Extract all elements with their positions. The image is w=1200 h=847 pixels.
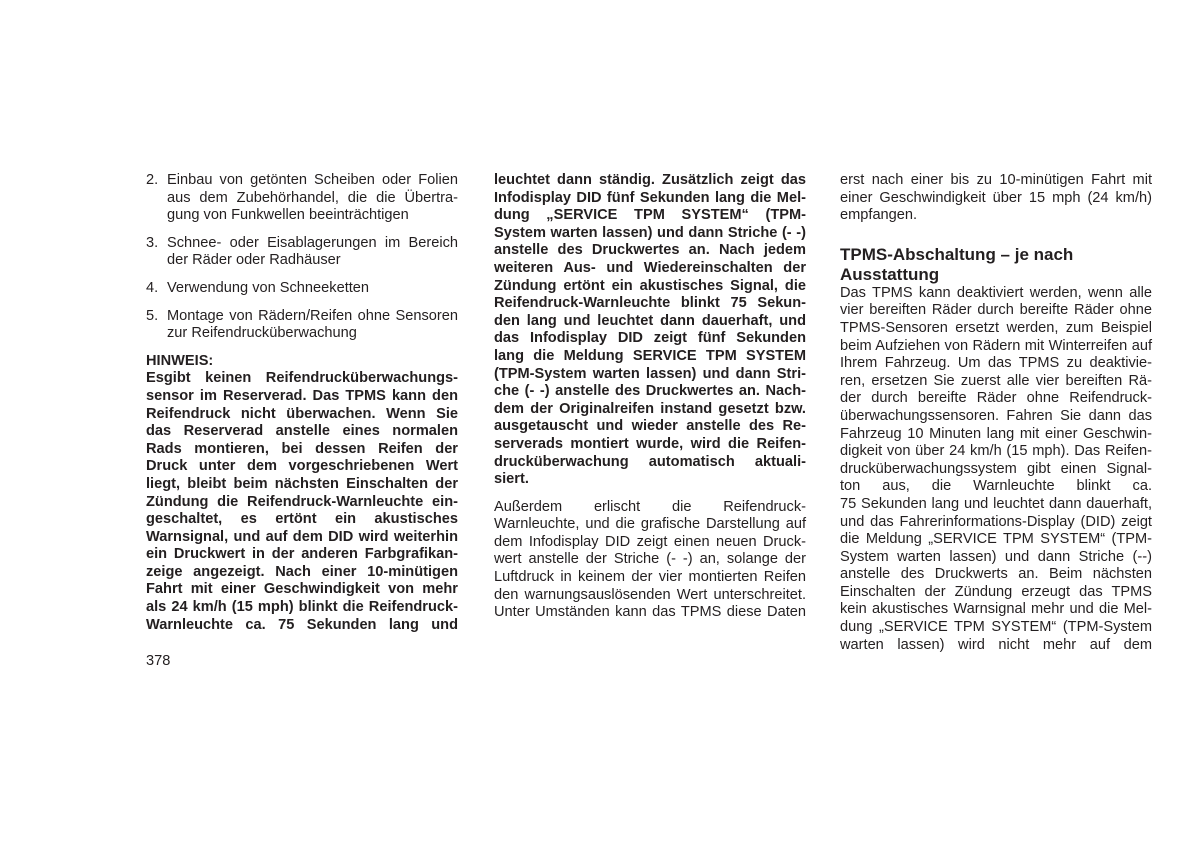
section-heading [840,245,1152,285]
text-line: den warnungsauslösenden Wert unterschreitet. [494,586,806,603]
list-number: 2. [146,172,159,188]
text-line: ein Druckwert in der anderen Farbgrafikan- [146,546,458,563]
text-line: beim Aufziehen von Rädern mit Winterreifen auf [840,337,1152,354]
list-item [146,308,458,343]
text-line: sensor im Reserverad. Das TPMS kann den [146,387,458,404]
list-number: 3. [146,234,159,251]
left-column [146,172,458,634]
text-line: Fahrt mit einer Geschwindigkeit von mehr [146,581,458,598]
list-item [146,235,458,270]
text-line: das Reserverad anstelle eines normalen [146,423,458,440]
text-line: Zündung die Reifendruck-Warnleuchte ein- [146,493,458,510]
text-line: siert. [494,471,529,488]
text-line: zeige angezeigt. Nach einer 10-minütigen [146,563,458,580]
note-heading: HINWEIS: [146,352,214,369]
text-line: dung „SERVICE TPM SYSTEM“ (TPM-System [840,619,1152,636]
right-column [840,172,1152,654]
text-line: drucküberwachung automatisch aktuali- [494,453,806,470]
text-line: Einschalten der Zündung erzeugt das TPMS [840,583,1152,600]
continued-note-body [494,172,806,489]
list-text [167,280,458,298]
text-line: anstelle des Druckwertes an. Nach jedem [494,242,806,259]
text-line: warten lassen) wird nicht mehr auf dem [840,636,1152,653]
text-line: und das Fahrerinformations-Display (DID) zeigt [840,513,1152,530]
text-line: einer Geschwindigkeit über 15 mph (24 km/h) [840,189,1152,206]
text-line: digkeit von über 24 km/h (15 mph). Das Reifen- [840,443,1152,460]
section-body [840,285,1152,654]
list-item [146,280,458,298]
text-line: kein akustisches Warnsignal mehr und die Mel- [840,601,1152,618]
page-number: 378 [146,653,171,669]
text-line: zur Reifendrucküberwachung [167,325,357,342]
text-line: Infodisplay DID fünf Sekunden lang die Mel- [494,189,806,206]
text-line: gung von Funkwellen beeinträchtigen [167,207,409,224]
body-paragraph [494,499,806,622]
text-line: Warnsignal, und auf dem DID wird weiterhin [146,528,458,545]
text-line: die Meldung „SERVICE TPM SYSTEM“ (TPM- [840,531,1152,548]
text-line: ren, ersetzen Sie zuerst alle vier bereiften Rä- [840,372,1152,389]
text-line: aus dem Zubehörhandel, die die Übertra- [167,189,458,206]
text-line: Verwendung von Schneeketten [167,279,370,296]
middle-column [494,172,806,622]
text-line: Warnleuchte, und die grafische Darstellung auf [494,516,806,533]
text-line: anstelle des Druckwerts an. Beim nächsten [840,566,1152,583]
text-line: Ausstattung [840,264,940,284]
list-text [167,172,458,225]
text-line: den lang und leuchtet dann dauerhaft, und [494,312,806,329]
text-line: dem der Originalreifen instand gesetzt bzw. [494,400,806,417]
text-line: weiteren Aus- und Wiedereinschalten der [494,259,806,276]
text-line: Druck unter dem vorgeschriebenen Wert [146,458,458,475]
text-line: als 24 km/h (15 mph) blinkt die Reifendruck- [146,599,458,616]
text-line: System warten lassen) und dann Striche (- -) [494,224,806,241]
list-number: 5. [146,307,159,324]
text-line: der Räder oder Radhäuser [167,252,341,269]
text-line: überwachungssensoren. Fahren Sie dann das [840,407,1152,424]
text-line: Das TPMS kann deaktiviert werden, wenn alle [840,284,1152,301]
text-line: Montage von Rädern/Reifen ohne Sensoren [167,307,458,324]
text-line: 75 Sekunden lang und leuchtet dann dauerhaft, [840,495,1152,512]
condition-list [146,172,458,343]
text-line: Reifendruck-Warnleuchte blinkt 75 Sekun- [494,295,806,312]
text-line: Fahrzeug 10 Minuten lang mit einer Geschwin- [840,425,1152,442]
list-number: 4. [146,279,159,296]
text-line: dung „SERVICE TPM SYSTEM“ (TPM- [494,207,806,224]
text-line: Unter Umständen kann das TPMS diese Daten [494,604,806,621]
text-line: das Infodisplay DID zeigt fünf Sekunden [494,330,806,347]
text-line: der durch bereifte Räder ohne Reifendruck- [840,390,1152,407]
text-line: Zündung ertönt ein akustisches Signal, die [494,277,806,294]
text-line: TPMS-Sensoren ersetzt werden, zum Beispiel [840,319,1152,336]
text-line: ausgetauscht und wieder anstelle des Re- [494,418,806,435]
text-line: Esgibt keinen Reifendrucküberwachungs- [146,370,458,387]
text-line: erst nach einer bis zu 10-minütigen Fahrt mit [840,172,1152,188]
text-line: ton aus, die Warnleuchte blinkt ca. [840,478,1152,495]
list-text [167,235,458,270]
text-line: Rads montieren, bei dessen Reifen der [146,440,458,457]
text-line: System warten lassen) und dann Striche (--) [840,548,1152,565]
text-line: lang die Meldung SERVICE TPM SYSTEM [494,347,806,364]
text-line: drucküberwachungssystem gibt einen Signal- [840,460,1152,477]
text-line: vier bereiften Räder durch bereifte Räder ohne [840,302,1152,319]
text-line: che (- -) anstelle des Druckwertes an. Nach- [494,383,806,400]
text-line: Reifendruck nicht überwachen. Wenn Sie [146,405,458,422]
text-line: Einbau von getönten Scheiben oder Folien [167,172,458,188]
list-text [167,308,458,343]
list-item [146,172,458,225]
text-line: Schnee- oder Eisablagerungen im Bereich [167,234,458,251]
text-line: serverads montiert wurde, wird die Reifen- [494,435,806,452]
text-line: Außerdem erlischt die Reifendruck- [494,498,806,515]
intro-paragraph [840,172,1152,225]
text-line: Warnleuchte ca. 75 Sekunden lang und [146,616,458,633]
text-line: wert anstelle der Striche (- -) an, solange der [494,551,806,568]
text-line: (TPM-System warten lassen) und dann Stri- [494,365,806,382]
text-line: dem Infodisplay DID zeigt einen neuen Druck- [494,533,806,550]
text-line: Luftdruck in keinem der vier montierten Reifen [494,569,806,586]
note-body [146,370,458,634]
text-line: TPMS-Abschaltung – je nach [840,244,1074,264]
text-line: Ihrem Fahrzeug. Um das TPMS zu deaktivie- [840,355,1152,372]
text-line: empfangen. [840,207,918,224]
text-line: leuchtet dann ständig. Zusätzlich zeigt das [494,172,806,188]
text-line: geschaltet, es ertönt ein akustisches [146,511,458,528]
text-line: liegt, bleibt beim nächsten Einschalten der [146,475,458,492]
